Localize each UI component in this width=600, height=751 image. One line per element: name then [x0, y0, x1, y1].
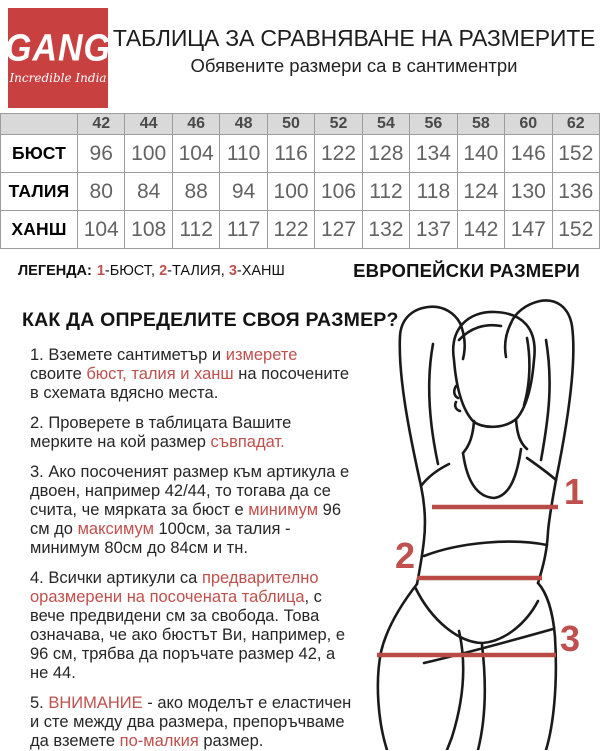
legend-number: 3: [228, 263, 237, 279]
table-row: [1, 135, 600, 173]
hip-marker-label: 3: [560, 618, 581, 659]
measurement-value-cell: 122: [267, 211, 314, 249]
measurement-value-cell: 128: [362, 135, 409, 173]
page-header: [0, 0, 600, 108]
woman-outline: [378, 300, 573, 750]
size-column-header: 62: [552, 114, 599, 135]
measurement-value-cell: 108: [125, 211, 172, 249]
legend-number: 1: [96, 263, 105, 279]
page-title: ТАБЛИЦА ЗА СРАВНЯВАНЕ НА РАЗМЕРИТЕ: [112, 25, 596, 51]
size-column-header: 52: [315, 114, 362, 135]
measurement-row-label: ТАЛИЯ: [1, 173, 78, 211]
legend: [18, 263, 285, 279]
measurement-value-cell: 152: [552, 135, 599, 173]
instruction-text: 100см, за талия - минимум 80см до 84см и тн.: [30, 520, 291, 557]
size-column-header: 44: [125, 114, 172, 135]
measurement-value-cell: 117: [220, 211, 267, 249]
measurement-value-cell: 104: [172, 135, 219, 173]
highlighted-text: предварително оразмерени на посочената таблица: [30, 569, 319, 606]
size-column-header: 58: [457, 114, 504, 135]
measurement-value-cell: 100: [125, 135, 172, 173]
legend-text: -ХАНШ: [236, 263, 285, 279]
instruction-text: 2. Проверете в таблицата Вашите мерките на кой размер: [30, 414, 292, 451]
size-header-row: [1, 114, 600, 135]
highlighted-text: бюст, талия и ханш: [86, 365, 234, 383]
measurement-value-cell: 132: [362, 211, 409, 249]
legend-number: 2: [159, 263, 168, 279]
highlighted-text: минимум: [248, 501, 319, 519]
measurement-value-cell: 147: [505, 211, 552, 249]
measurement-value-cell: 124: [457, 173, 504, 211]
instruction-item: [30, 346, 352, 403]
measurement-value-cell: 118: [410, 173, 457, 211]
size-column-header: 46: [172, 114, 219, 135]
size-column-header: 48: [220, 114, 267, 135]
instruction-item: [30, 694, 352, 751]
legend-text: -БЮСТ,: [104, 263, 160, 279]
woman-silhouette-drawing: [375, 290, 600, 750]
instruction-text: 1. Вземете сантиметър и: [30, 346, 226, 364]
title-block: [108, 0, 600, 108]
measurement-value-cell: 152: [552, 211, 599, 249]
instruction-item: [30, 414, 352, 452]
brand-name: GANG: [5, 26, 111, 70]
instruction-text: 5.: [30, 694, 49, 712]
highlighted-text: ВНИМАНИЕ: [48, 694, 143, 712]
instruction-item: [30, 463, 352, 558]
size-column-header: 50: [267, 114, 314, 135]
brand-logo: [5, 8, 111, 108]
size-column-header: 56: [410, 114, 457, 135]
measurement-value-cell: 140: [457, 135, 504, 173]
bust-marker-label: 1: [564, 471, 585, 512]
highlighted-text: измерете: [225, 346, 298, 364]
measurement-value-cell: 137: [410, 211, 457, 249]
size-column-header: 54: [362, 114, 409, 135]
measurement-row-label: БЮСТ: [1, 135, 78, 173]
brand-tagline: Incredible India: [9, 71, 107, 85]
instruction-text: 96 см до: [30, 501, 342, 538]
measurement-value-cell: 112: [362, 173, 409, 211]
instructions-list: [0, 346, 352, 751]
highlighted-text: по-малкия: [119, 732, 199, 750]
legend-label: ЛЕГЕНДА:: [18, 263, 92, 279]
measurement-value-cell: 106: [315, 173, 362, 211]
measurement-value-cell: 134: [410, 135, 457, 173]
measurement-value-cell: 130: [505, 173, 552, 211]
table-row: [1, 173, 600, 211]
size-comparison-table: [0, 113, 600, 249]
measurement-value-cell: 88: [172, 173, 219, 211]
instruction-text: на посочените в схемата вдясно места.: [30, 365, 350, 402]
instruction-text: , с вече предвидени см за свобода. Това означава, че ако бюстът Ви, например, е 96 см, трябва да поръчате размер 42, а не 44.: [30, 588, 346, 682]
legend-text: -ТАЛИЯ,: [167, 263, 229, 279]
measurement-value-cell: 94: [220, 173, 267, 211]
measurement-value-cell: 146: [505, 135, 552, 173]
highlighted-text: максимум: [77, 520, 154, 538]
measurement-value-cell: 116: [267, 135, 314, 173]
instruction-text: 4. Всички артикули са: [30, 569, 202, 587]
measurement-value-cell: 96: [78, 135, 125, 173]
measurement-value-cell: 110: [220, 135, 267, 173]
measurement-value-cell: 127: [315, 211, 362, 249]
measurement-row-label: ХАНШ: [1, 211, 78, 249]
instruction-text: размер.: [198, 732, 264, 750]
instruction-text: 3. Ако посоченият размер към артикула е двоен, например 42/44, то тогава да се счита, че мярката за бюст е: [30, 463, 350, 519]
instruction-item: [30, 569, 352, 683]
page-subtitle: Обявените размери са в сантиментри: [190, 54, 518, 76]
measurement-value-cell: 80: [78, 173, 125, 211]
measurement-value-cell: 104: [78, 211, 125, 249]
legend-row: [0, 249, 600, 282]
size-column-header: 60: [505, 114, 552, 135]
table-row: [1, 211, 600, 249]
european-sizes-title: ЕВРОПЕЙСКИ РАЗМЕРИ: [353, 260, 580, 281]
measurement-value-cell: 84: [125, 173, 172, 211]
table-corner-cell: [1, 114, 78, 135]
measurement-value-cell: 136: [552, 173, 599, 211]
measurement-value-cell: 122: [315, 135, 362, 173]
size-column-header: 42: [78, 114, 125, 135]
body-measurement-diagram: [375, 290, 600, 750]
highlighted-text: съвпадат.: [210, 433, 285, 451]
measurement-value-cell: 112: [172, 211, 219, 249]
measurement-value-cell: 142: [457, 211, 504, 249]
waist-marker-label: 2: [395, 535, 416, 576]
measurement-value-cell: 100: [267, 173, 314, 211]
instruction-text: - ако моделът е еластичен и сте между два размера, препоръчваме да вземете: [30, 694, 352, 750]
section-heading: КАК ДА ОПРЕДЕЛИТЕ СВОЯ РАЗМЕР?: [22, 309, 399, 331]
instruction-text: своите: [30, 365, 87, 383]
